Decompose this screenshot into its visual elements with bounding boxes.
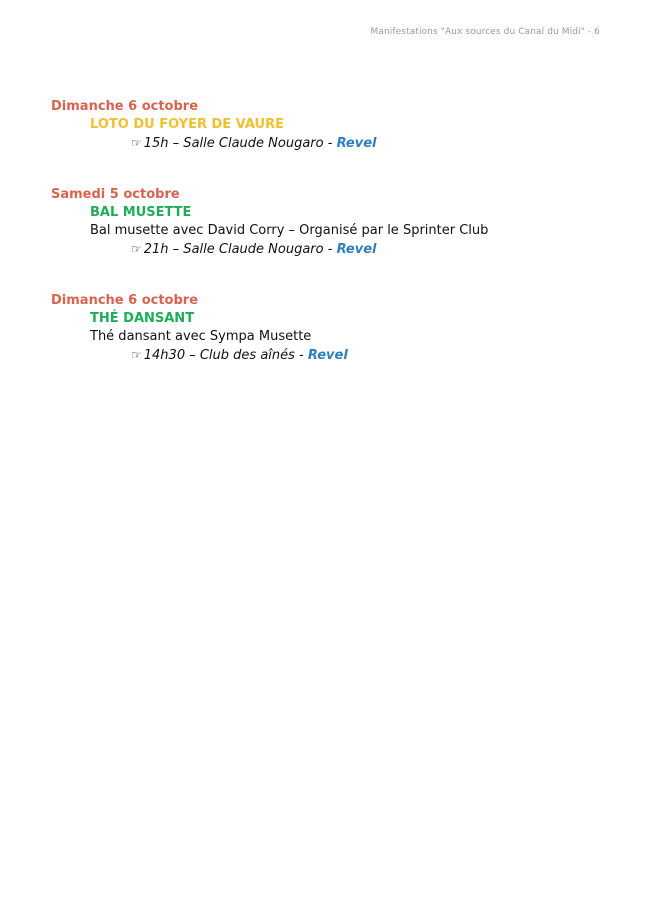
pointing-hand-icon: ☞ bbox=[131, 242, 142, 256]
event-description: Thé dansant avec Sympa Musette bbox=[90, 329, 312, 344]
event-time-place bbox=[131, 240, 611, 259]
event-the-dansant bbox=[51, 292, 611, 365]
event-date: Samedi 5 octobre bbox=[51, 187, 180, 202]
pointing-hand-icon: ☞ bbox=[131, 348, 142, 362]
event-city: Revel bbox=[336, 136, 377, 151]
event-time-text: 14h30 – Club des aînés - bbox=[143, 348, 308, 363]
event-title: THÉ DANSANT bbox=[90, 311, 195, 326]
event-description: Bal musette avec David Corry – Organisé par le Sprinter Club bbox=[90, 223, 489, 238]
page-header: Manifestations "Aux sources du Canal du Midi" - 6 bbox=[370, 27, 600, 37]
event-title: BAL MUSETTE bbox=[90, 205, 192, 220]
event-time-text: 21h – Salle Claude Nougaro - bbox=[143, 242, 337, 257]
event-date: Dimanche 6 octobre bbox=[51, 99, 199, 114]
event-time-place bbox=[131, 134, 611, 153]
event-city: Revel bbox=[307, 348, 348, 363]
event-time-text: 15h – Salle Claude Nougaro - bbox=[143, 136, 337, 151]
event-city: Revel bbox=[336, 242, 377, 257]
event-loto bbox=[51, 98, 611, 153]
event-date: Dimanche 6 octobre bbox=[51, 293, 199, 308]
pointing-hand-icon: ☞ bbox=[131, 136, 142, 150]
event-time-place bbox=[131, 346, 611, 365]
event-bal-musette bbox=[51, 186, 611, 259]
event-title: LOTO DU FOYER DE VAURE bbox=[90, 117, 284, 132]
